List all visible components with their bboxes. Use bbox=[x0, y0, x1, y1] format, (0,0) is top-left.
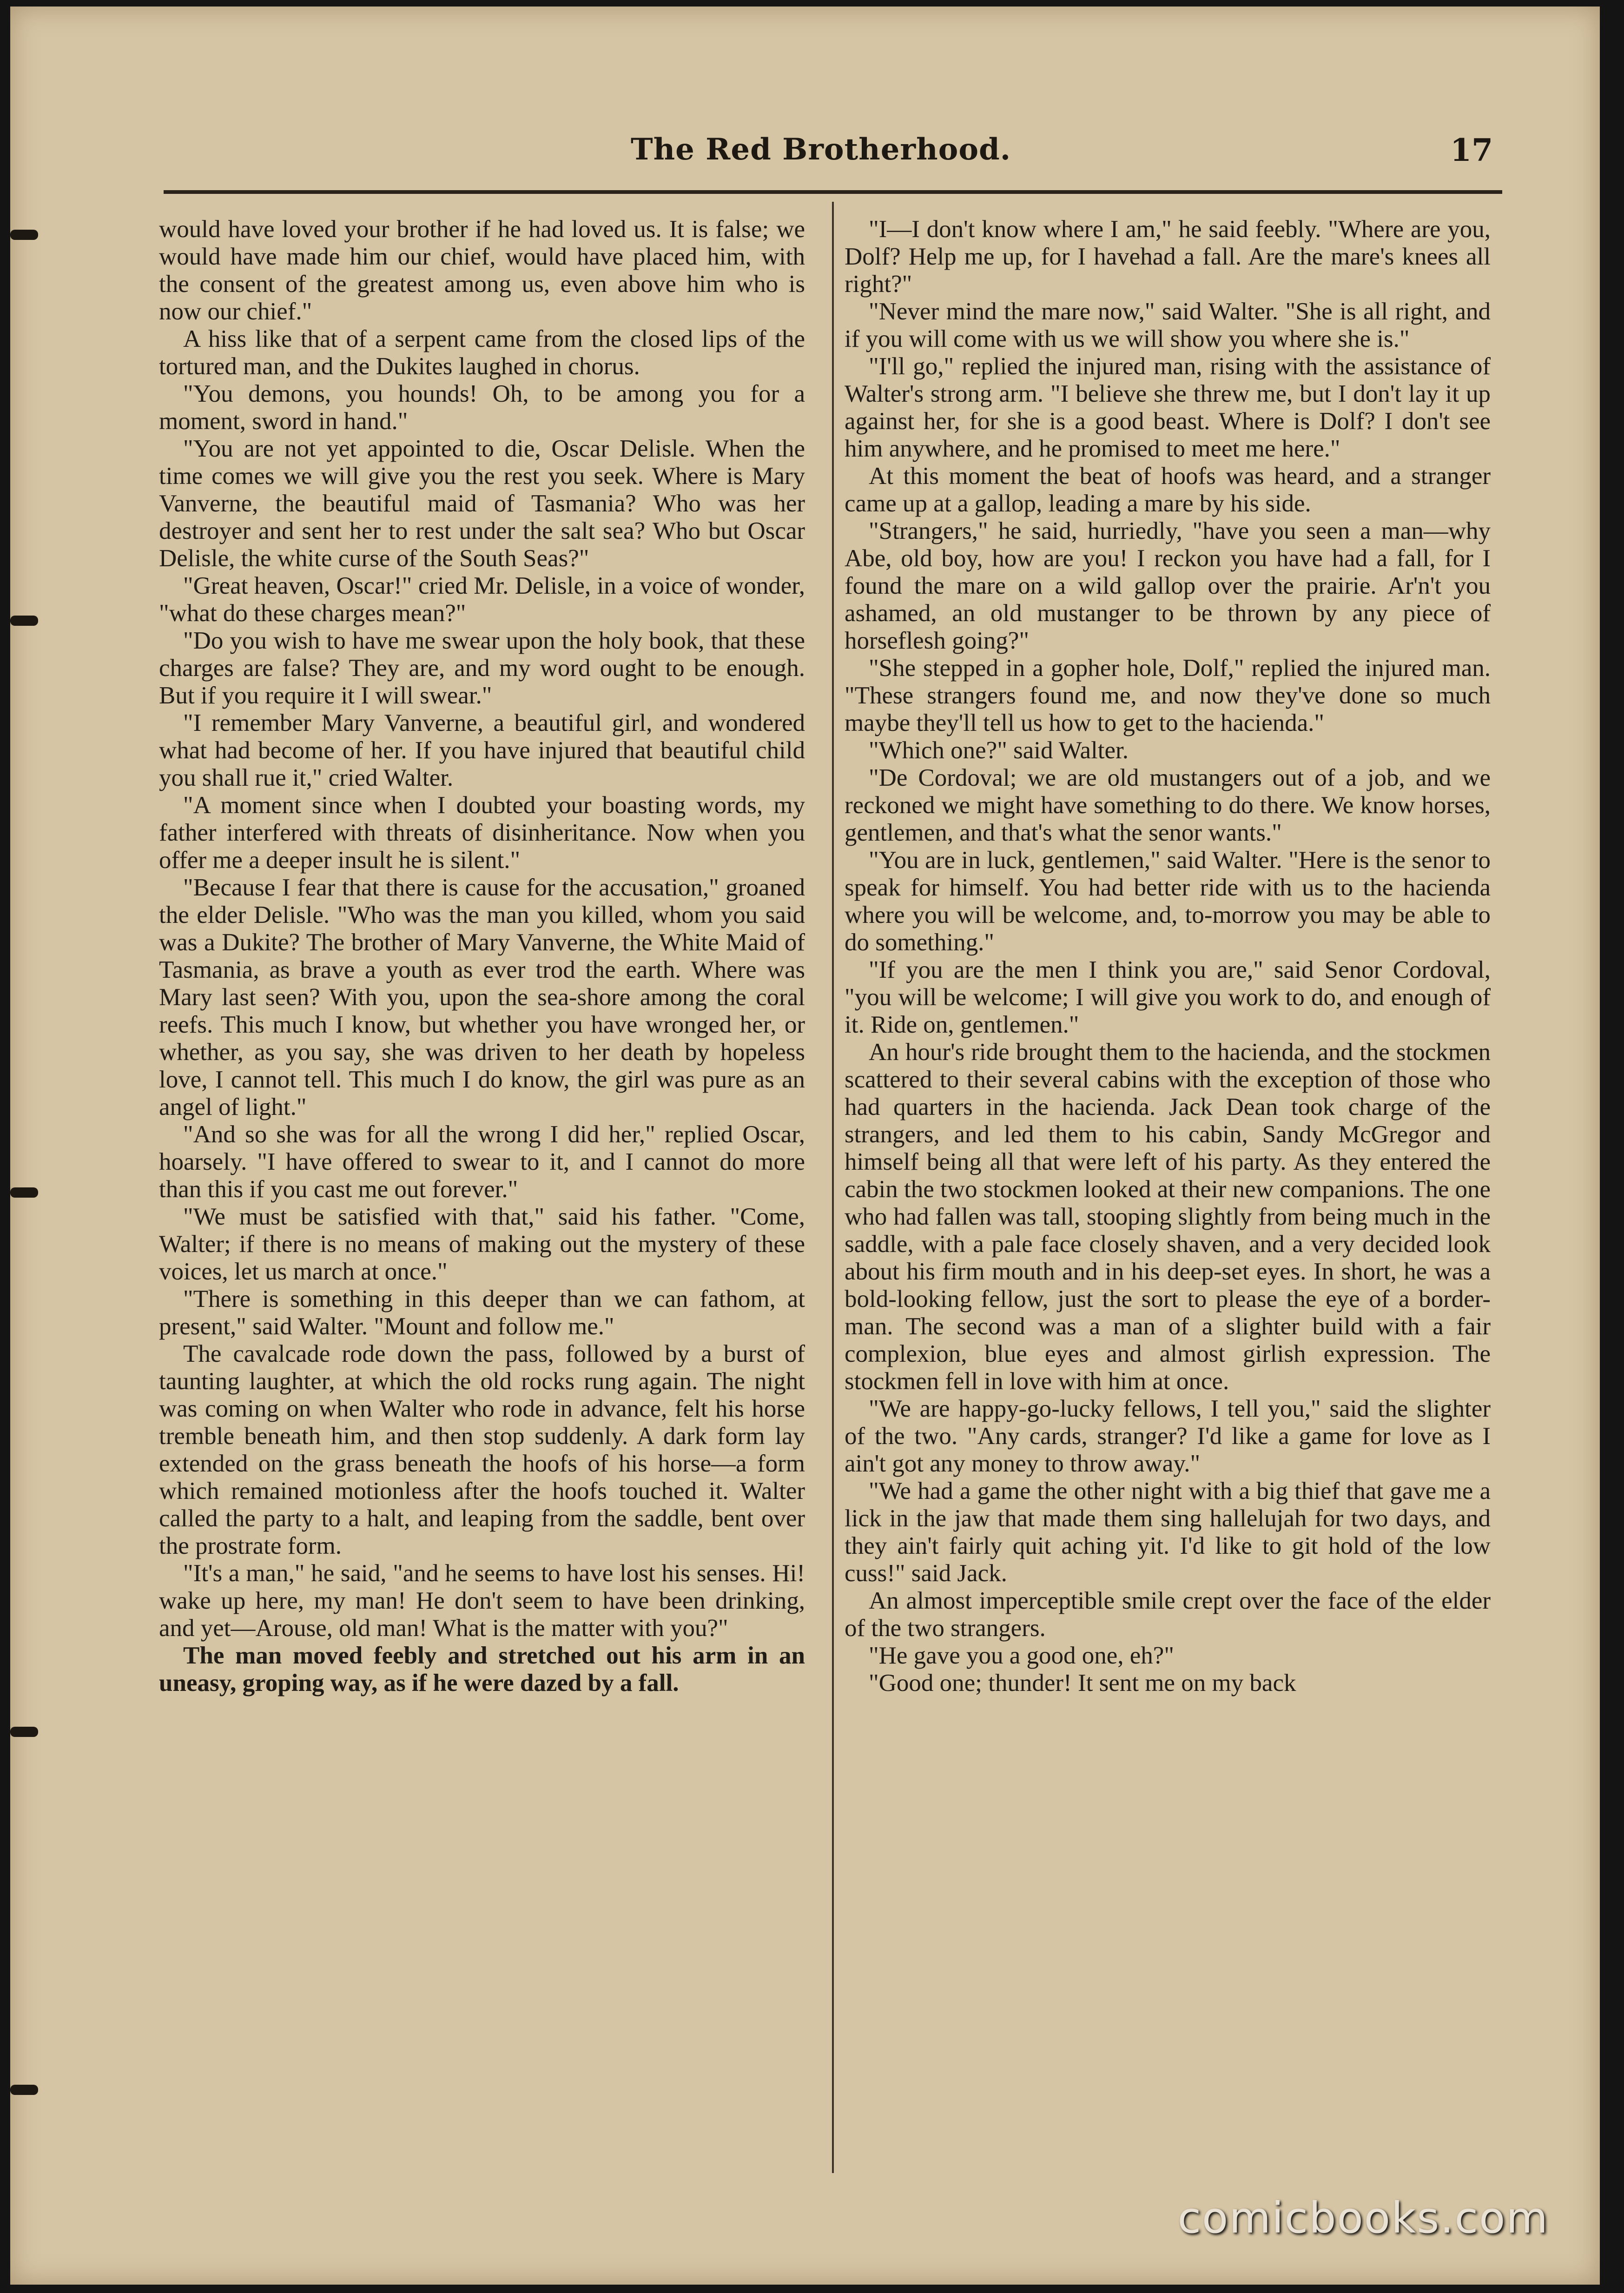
column-divider bbox=[832, 202, 834, 2173]
paragraph: "Because I fear that there is cause for the accusation," groaned the elder Delisle. "Who was the man you killed, whom you said was a Dukite? The brother of Mary Vanverne, the White Maid of Tasmania, as brave a youth as ever trod the earth. Where was Mary last seen? With you, upon the sea-shore among the coral reefs. This much I know, but whether you have wronged her, or whether, as you say, she was driven to her death by hopeless love, I cannot tell. This much I do know, the girl was pure as an angel of light." bbox=[159, 874, 805, 1120]
paragraph: "Do you wish to have me swear upon the holy book, that these charges are false? They are, and my word ought to be enough. But if you require it I will swear." bbox=[159, 627, 805, 709]
paragraph: "It's a man," he said, "and he seems to have lost his senses. Hi! wake up here, my man! He don't seem to have been drinking, and yet—Arouse, old man! What is the matter with you?" bbox=[159, 1560, 805, 1642]
paragraph: "If you are the men I think you are," said Senor Cordoval, "you will be welcome; I will give you work to do, and enough of it. Ride on, gentlemen." bbox=[845, 956, 1491, 1038]
paragraph: "There is something in this deeper than we can fathom, at present," said Walter. "Mount and follow me." bbox=[159, 1286, 805, 1340]
paragraph: "You demons, you hounds! Oh, to be among you for a moment, sword in hand." bbox=[159, 380, 805, 435]
header-rule bbox=[164, 190, 1502, 194]
paragraph: "De Cordoval; we are old mustangers out of a job, and we reckoned we might have something to do there. We know horses, gentlemen, and that's what the senor wants." bbox=[845, 764, 1491, 846]
paragraph: "Never mind the mare now," said Walter. "She is all right, and if you will come with us we will show you where she is." bbox=[845, 298, 1491, 352]
paragraph: A hiss like that of a serpent came from the closed lips of the tortured man, and the Dukites laughed in chorus. bbox=[159, 325, 805, 380]
binding-hole bbox=[10, 616, 38, 626]
paragraph: "We had a game the other night with a big thief that gave me a lick in the jaw that made them sing hallelujah for two days, and they ain't fairly quit aching yit. I'd like to git hold of the low cuss!" said Jack. bbox=[845, 1478, 1491, 1587]
paragraph: "We are happy-go-lucky fellows, I tell you," said the slighter of the two. "Any cards, stranger? I'd like a game for love as I ain't got any money to throw away." bbox=[845, 1395, 1491, 1477]
paragraph: An almost imperceptible smile crept over the face of the elder of the two strangers. bbox=[845, 1587, 1491, 1642]
paragraph: "Good one; thunder! It sent me on my back bbox=[869, 1670, 1296, 1697]
paragraph: "Which one?" said Walter. bbox=[869, 737, 1129, 764]
paragraph: "And so she was for all the wrong I did her," replied Oscar, hoarsely. "I have offered to swear to it, and I cannot do more than this if you cast me out forever." bbox=[159, 1121, 805, 1203]
left-column bbox=[159, 216, 805, 1697]
page-number: 17 bbox=[1450, 132, 1493, 168]
paragraph: "Strangers," he said, hurriedly, "have you seen a man—why Abe, old boy, how are you! I reckon you have had a fall, for I found the mare on a wild gallop over the prairie. Ar'n't you ashamed, an old mustanger to be thrown by any piece of horseflesh going?" bbox=[845, 517, 1491, 654]
paragraph: "Great heaven, Oscar!" cried Mr. Delisle, in a voice of wonder, "what do these charges mean?" bbox=[159, 572, 805, 627]
paragraph: "She stepped in a gopher hole, Dolf," replied the injured man. "These strangers found me, and now they've done so much maybe they'll tell us how to get to the hacienda." bbox=[845, 655, 1491, 736]
paragraph: The cavalcade rode down the pass, followed by a burst of taunting laughter, at which the old rocks rung again. The night was coming on when Walter who rode in advance, felt his horse tremble beneath him, and then stop suddenly. A dark form lay extended on the grass beneath the hoofs of his horse—a form which remained motionless after the hoofs touched it. Walter called the party to a halt, and leaping from the saddle, bent over the prostrate form. bbox=[159, 1340, 805, 1559]
running-title: The Red Brotherhood. bbox=[631, 132, 1011, 167]
binding-hole bbox=[10, 1187, 38, 1198]
binding-hole bbox=[10, 230, 38, 240]
paragraph: "You are not yet appointed to die, Oscar Delisle. When the time comes we will give you the rest you seek. Where is Mary Vanverne, the beautiful maid of Tasmania? Who was her destroyer and sent her to rest under the salt sea? Who but Oscar Delisle, the white curse of the South Seas?" bbox=[159, 435, 805, 572]
paragraph: An hour's ride brought them to the hacienda, and the stockmen scattered to their several cabins with the exception of those who had quarters in the hacienda. Jack Dean took charge of the strangers, and led them to his cabin, Sandy McGregor and himself being all that were left of his party. As they entered the cabin the two stockmen looked at their new companions. The one who had fallen was tall, stooping slightly from being much in the saddle, with a pale face closely shaven, and a very decided look about his firm mouth and in his deep-set eyes. In short, he was a bold-looking fellow, just the sort to please the eye of a border-man. The second was a man of a slighter build with a fair complexion, blue eyes and almost girlish expression. The stockmen fell in love with him at once. bbox=[845, 1039, 1491, 1395]
watermark: comicbooks.com bbox=[1177, 2193, 1549, 2243]
page-header bbox=[150, 132, 1498, 183]
magazine-page bbox=[10, 7, 1600, 2285]
paragraph: "I'll go," replied the injured man, rising with the assistance of Walter's strong arm. "I believe she threw me, but I don't lay it up against her, for she is a good beast. Where is Dolf? I don't see him anywhere, and he promised to meet me here." bbox=[845, 353, 1491, 462]
paragraph: "A moment since when I doubted your boasting words, my father interfered with threats of disinheritance. Now when you offer me a deeper insult he is silent." bbox=[159, 792, 805, 874]
paragraph: "I remember Mary Vanverne, a beautiful girl, and wondered what had become of her. If you have injured that beautiful child you shall rue it," cried Walter. bbox=[159, 709, 805, 791]
right-column bbox=[845, 216, 1491, 1697]
paragraph: "We must be satisfied with that," said his father. "Come, Walter; if there is no means of making out the mystery of these voices, let us march at once." bbox=[159, 1203, 805, 1285]
binding-hole bbox=[10, 1727, 38, 1737]
binding-hole bbox=[10, 2085, 38, 2095]
paragraph: "You are in luck, gentlemen," said Walter. "Here is the senor to speak for himself. You had better ride with us to the hacienda where you will be welcome, and, to-morrow you may be able to do something." bbox=[845, 847, 1491, 956]
paragraph: The man moved feebly and stretched out his arm in an uneasy, groping way, as if he were dazed by a fall. bbox=[159, 1642, 805, 1697]
paragraph: "He gave you a good one, eh?" bbox=[869, 1642, 1174, 1669]
paragraph: would have loved your brother if he had loved us. It is false; we would have made him our chief, would have placed him, with the consent of the greatest among us, even above him who is now our chief." bbox=[159, 216, 805, 325]
paragraph: At this moment the beat of hoofs was heard, and a stranger came up at a gallop, leading a mare by his side. bbox=[845, 463, 1491, 517]
paragraph: "I—I don't know where I am," he said feebly. "Where are you, Dolf? Help me up, for I havehad a fall. Are the mare's knees all right?" bbox=[845, 216, 1491, 298]
